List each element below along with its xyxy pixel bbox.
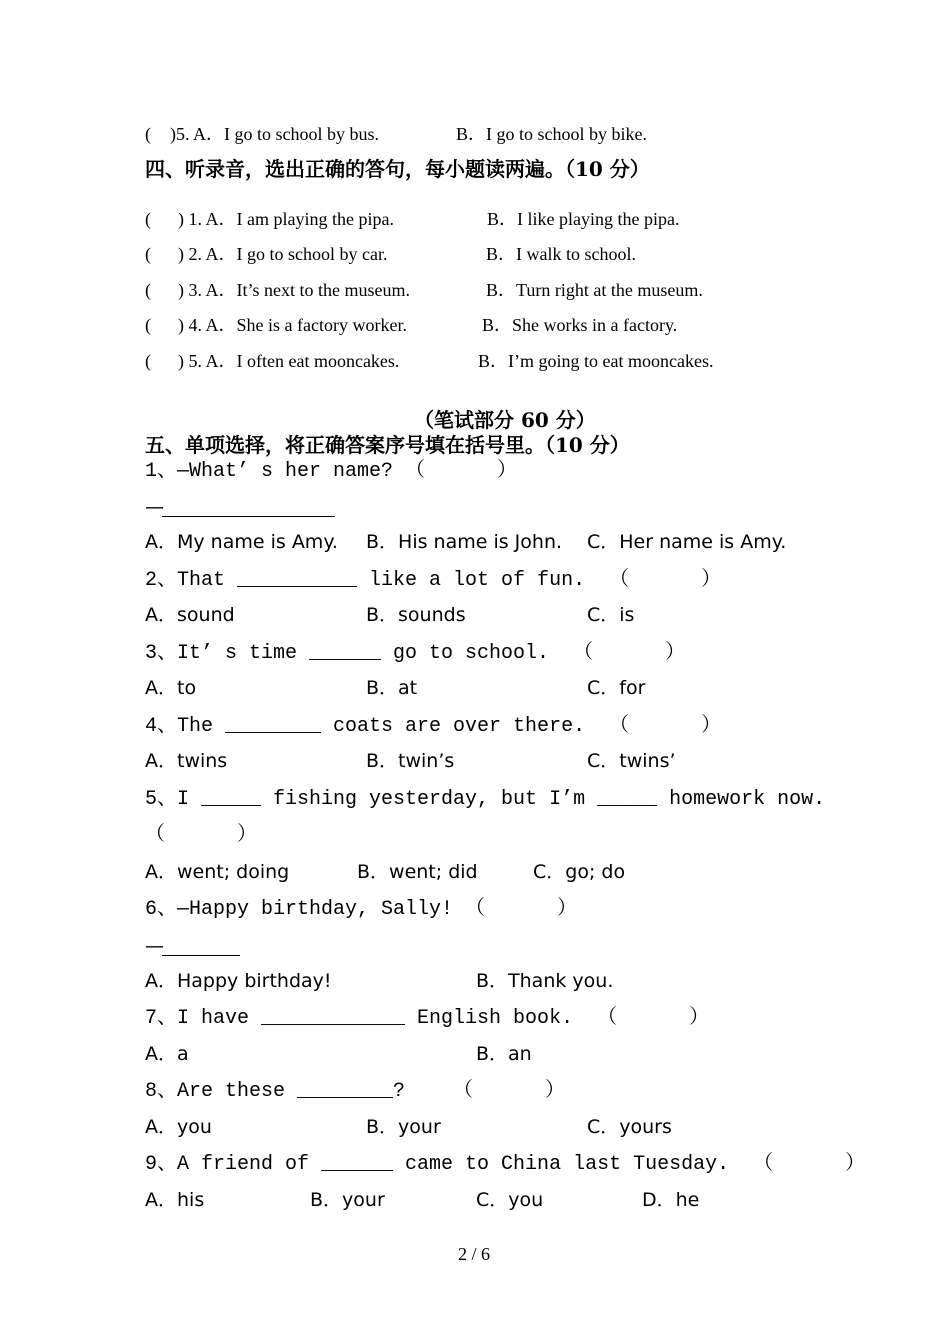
answer-paren: (: [145, 280, 151, 300]
answer-dash: —: [145, 496, 164, 518]
option-b: B．sounds: [366, 604, 466, 626]
listening-item-2: ) 2. A．I go to school by car.: [178, 244, 388, 264]
question-2: 2、That __________ like a lot of fun. （ ）: [145, 569, 722, 592]
answer-paren: (: [145, 244, 151, 264]
answer-blank: [162, 955, 240, 956]
option-c: C．twins’: [587, 750, 676, 772]
option-b: B．I’m going to eat mooncakes.: [478, 351, 714, 371]
listening-item-3: ) 3. A．It’s next to the museum.: [178, 280, 410, 300]
question-5: 5、I _____ fishing yesterday, but I’m _____ homework now.: [145, 788, 826, 811]
option-b: B．went; did: [357, 861, 478, 883]
question-1: 1、—What’ s her name? （ ）: [145, 460, 518, 483]
question-paren: (: [145, 124, 151, 144]
listening-item-1: ) 1. A．I am playing the pipa.: [178, 209, 394, 229]
question-5-paren: （ ）: [145, 824, 258, 847]
listening-item-5: ) 5. A．I often eat mooncakes.: [178, 351, 400, 371]
option-b: B．your: [310, 1189, 385, 1211]
option-b: B．Turn right at the museum.: [486, 280, 703, 300]
question-9: 9、A friend of ______ came to China last Tuesday. （ ）: [145, 1153, 866, 1176]
option-a: A．Happy birthday!: [145, 970, 332, 992]
written-part-title: （笔试部分 60 分）: [414, 408, 596, 432]
option-a: A．twins: [145, 750, 228, 772]
option-c: C．go; do: [533, 861, 626, 883]
option-b: B．at: [366, 677, 418, 699]
option-b: B．I go to school by bike.: [456, 124, 647, 144]
option-b: B．an: [476, 1043, 532, 1065]
answer-paren: (: [145, 351, 151, 371]
answer-dash: —: [145, 935, 164, 957]
option-b: B．She works in a factory.: [482, 315, 678, 335]
answer-paren: (: [145, 315, 151, 335]
option-a: A．My name is Amy.: [145, 531, 338, 553]
option-a: A．sound: [145, 604, 235, 626]
option-b: B．I walk to school.: [486, 244, 636, 264]
option-a: A．to: [145, 677, 197, 699]
option-c: C．is: [587, 604, 635, 626]
section-heading: 五、单项选择，将正确答案序号填在括号里。（10 分）: [145, 433, 630, 457]
section-heading: 四、听录音，选出正确的答句，每小题读两遍。（10 分）: [145, 157, 650, 181]
question-8: 8、Are these ________? （ ）: [145, 1080, 566, 1103]
question-text: )5. A．I go to school by bus.: [170, 124, 379, 144]
page-number: 2 / 6: [458, 1244, 491, 1264]
option-a: A．you: [145, 1116, 212, 1138]
question-6: 6、—Happy birthday, Sally! （ ）: [145, 898, 578, 921]
question-3: 3、It’ s time ______ go to school. （ ）: [145, 642, 686, 665]
option-a: A．a: [145, 1043, 189, 1065]
option-c: C．Her name is Amy.: [587, 531, 787, 553]
option-b: B．Thank you.: [476, 970, 614, 992]
question-7: 7、I have ____________ English book. （ ）: [145, 1007, 710, 1030]
option-b: B．His name is John.: [366, 531, 563, 553]
option-b: B．twin’s: [366, 750, 455, 772]
option-c: C．you: [476, 1189, 544, 1211]
option-b: B．your: [366, 1116, 441, 1138]
question-4: 4、The ________ coats are over there. （ ）: [145, 715, 722, 738]
answer-blank: [162, 516, 335, 517]
option-a: A．went; doing: [145, 861, 290, 883]
answer-paren: (: [145, 209, 151, 229]
option-a: A．his: [145, 1189, 205, 1211]
option-d: D．he: [642, 1189, 700, 1211]
option-b: B．I like playing the pipa.: [487, 209, 680, 229]
listening-item-4: ) 4. A．She is a factory worker.: [178, 315, 407, 335]
option-c: C．yours: [587, 1116, 672, 1138]
option-c: C．for: [587, 677, 646, 699]
